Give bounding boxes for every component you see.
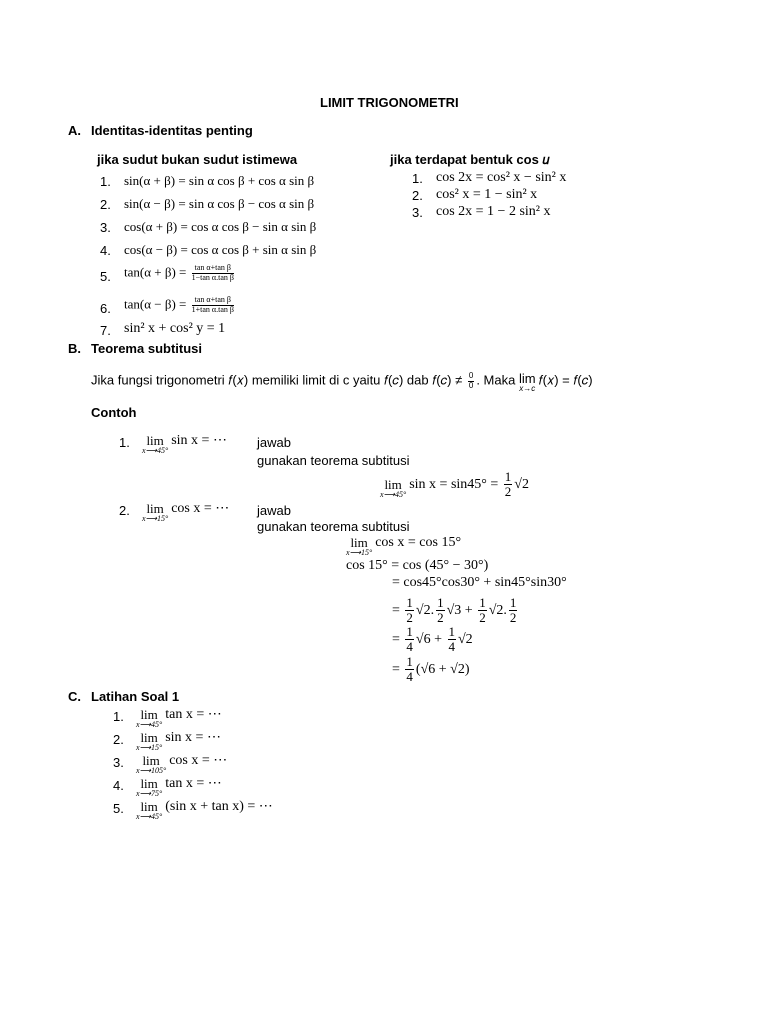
right-column-heading: jika terdapat bentuk cos 𝑢 (390, 152, 550, 167)
limit-operator: lim x⟶15° (346, 535, 373, 557)
identity-number: 3. (100, 220, 111, 235)
exercise-problem (136, 800, 273, 822)
problem-expression: sin x = ⋯ (171, 433, 227, 448)
exercise-problem (136, 777, 222, 799)
exercise-number: 5. (113, 801, 124, 816)
exercise-problem (136, 754, 227, 776)
example-solution (380, 470, 529, 500)
solution-expression: √3 + (446, 602, 473, 618)
equals-sign: = (392, 661, 400, 677)
exercise-expression: tan x = ⋯ (165, 707, 222, 722)
limit-operator: lim x→c (518, 371, 536, 393)
solution-step (392, 625, 473, 655)
statement-text: Jika fungsi trigonometri 𝑓(𝑥) memiliki limit di c yaitu 𝑓(𝑐) dab 𝑓(𝑐) ≠ (91, 372, 463, 388)
solution-step: cos 15° = cos (45° − 30°) (346, 558, 489, 573)
limit-operator: lim x⟶45° (136, 799, 163, 821)
zero-over-zero-fraction: $\frac{0}{0}$ (468, 371, 474, 390)
fraction: $\frac{\text{tan α+tan β}}{\text{1−tan α.tan β}}$ (191, 263, 234, 282)
section-b-letter: B. (68, 341, 81, 356)
identity-number: 6. (100, 301, 111, 316)
solution-expression: √2. (488, 602, 507, 618)
statement-text: 𝑓(𝑥) = 𝑓(𝑐) (538, 372, 593, 388)
example-number: 1. (119, 435, 130, 450)
identity-number: 5. (100, 269, 111, 284)
identity-formula: cos² x = 1 − sin² x (436, 187, 538, 202)
fraction: $\frac{1}{2}$ (437, 595, 444, 626)
fraction: $\frac{1}{2}$ (406, 595, 413, 626)
solution-expression: (√6 + √2) (415, 661, 470, 677)
page-title: LIMIT TRIGONOMETRI (320, 95, 459, 110)
jawab-label: jawab (257, 503, 291, 518)
limit-operator: lim x⟶45° (142, 433, 169, 455)
identity-formula: sin(α + β) = sin α cos β + cos α sin β (124, 173, 315, 188)
solution-step (392, 655, 470, 685)
section-c-heading: Latihan Soal 1 (91, 689, 180, 704)
statement-text: . Maka (476, 372, 516, 388)
left-column-heading: jika sudut bukan sudut istimewa (97, 152, 298, 167)
exercise-number: 2. (113, 732, 124, 747)
limit-operator: lim x⟶75° (136, 776, 163, 798)
example-problem (142, 434, 227, 456)
fraction: $\frac{1}{4}$ (448, 624, 455, 655)
identity-formula: sin(α − β) = sin α cos β − cos α sin β (124, 196, 315, 211)
exercise-expression: sin x = ⋯ (165, 730, 221, 745)
limit-operator: lim x⟶15° (136, 730, 163, 752)
exercise-problem (136, 708, 222, 730)
limit-operator: lim x⟶15° (142, 501, 169, 523)
limit-operator: lim x⟶105° (136, 753, 167, 775)
identity-number: 2. (412, 188, 423, 203)
identity-formula: cos 2x = 1 − 2 sin² x (436, 204, 551, 219)
example-number: 2. (119, 503, 130, 518)
limit-operator: lim x⟶45° (136, 707, 163, 729)
exercise-problem (136, 731, 221, 753)
fraction: $\frac{1}{2}$ (504, 469, 512, 500)
section-b-heading: Teorema subtitusi (91, 341, 203, 356)
solution-expression: sin x = sin45° = (409, 477, 499, 492)
identity-number: 1. (100, 174, 111, 189)
example-problem (142, 502, 229, 524)
contoh-heading: Contoh (91, 405, 137, 420)
section-a-letter: A. (68, 123, 81, 138)
substitution-theorem-statement (91, 372, 593, 394)
exercise-expression: tan x = ⋯ (165, 776, 222, 791)
hint-text: gunakan teorema subtitusi (257, 519, 410, 534)
identity-number: 1. (412, 171, 423, 186)
identity-formula: cos(α − β) = cos α cos β + sin α sin β (124, 242, 317, 257)
hint-text: gunakan teorema subtitusi (257, 453, 410, 468)
identity-formula: cos(α + β) = cos α cos β − sin α sin β (124, 219, 317, 234)
section-c-letter: C. (68, 689, 81, 704)
identity-formula (124, 264, 236, 283)
identity-lhs: tan(α + β) = (124, 264, 187, 280)
section-a-heading: Identitas-identitas penting (91, 123, 253, 138)
fraction: $\frac{1}{2}$ (509, 595, 517, 626)
solution-expression: cos x = cos 15° (375, 535, 462, 550)
problem-expression: cos x = ⋯ (171, 501, 230, 516)
identity-lhs: tan(α − β) = (124, 296, 187, 312)
exercise-number: 4. (113, 778, 124, 793)
solution-step (346, 536, 461, 558)
solution-expression: √2. (415, 602, 435, 618)
solution-expression: √6 + (415, 631, 442, 647)
exercise-number: 1. (113, 709, 124, 724)
fraction: $\frac{1}{4}$ (406, 624, 413, 655)
limit-operator: lim x⟶45° (380, 477, 407, 499)
identity-formula (124, 296, 236, 315)
identity-formula: cos 2x = cos² x − sin² x (436, 170, 567, 185)
solution-expression: √2 (458, 631, 473, 647)
solution-step (392, 596, 519, 626)
identity-number: 4. (100, 243, 111, 258)
fraction: $\frac{\text{tan α+tan β}}{\text{1+tan α.tan β}}$ (191, 295, 234, 314)
solution-expression: √2 (514, 477, 529, 492)
fraction: $\frac{1}{4}$ (406, 654, 413, 685)
identity-formula: sin² x + cos² y = 1 (124, 321, 226, 336)
exercise-expression: cos x = ⋯ (169, 753, 228, 768)
solution-step: = cos45°cos30° + sin45°sin30° (392, 575, 567, 590)
exercise-expression: (sin x + tan x) = ⋯ (165, 799, 273, 814)
identity-number: 2. (100, 197, 111, 212)
equals-sign: = (392, 631, 400, 647)
fraction: $\frac{1}{2}$ (479, 595, 486, 626)
equals-sign: = (392, 602, 400, 618)
identity-number: 3. (412, 205, 423, 220)
identity-number: 7. (100, 323, 111, 338)
exercise-number: 3. (113, 755, 124, 770)
jawab-label: jawab (257, 435, 291, 450)
